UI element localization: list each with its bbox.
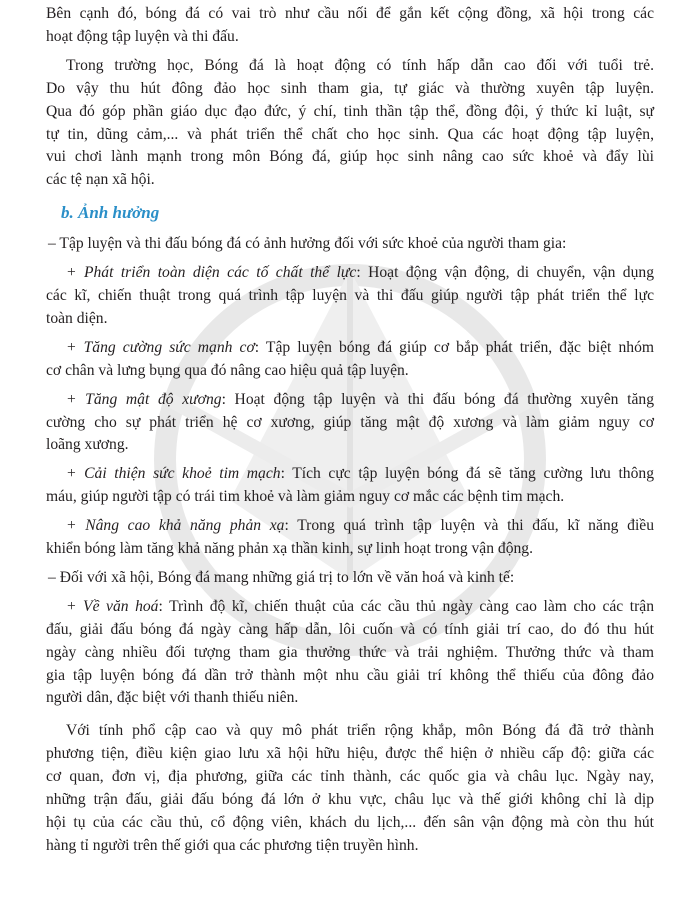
text-line: hội tụ của các cầu thủ, cổ động viên, khách du lịch,... đến sân vận động mà còn thu hút bbox=[46, 814, 654, 831]
item-text: : Hoạt động tập luyện và thi đấu bóng đá thường xuyên tăng bbox=[221, 390, 654, 408]
item-first-line bbox=[46, 463, 654, 486]
health-item bbox=[46, 389, 654, 458]
health-intro bbox=[46, 233, 654, 256]
text-line: tự tin, dũng cảm,... và phát triển thể chất cho học sinh. Qua các hoạt động tập luyện, bbox=[46, 125, 654, 143]
society-intro bbox=[46, 567, 654, 590]
text-line: Qua đó góp phần giáo dục đạo đức, ý chí, tinh thần tập thể, đồng đội, ý thức kỉ luật, sự bbox=[46, 102, 654, 120]
item-term: + Nâng cao khả năng phản xạ bbox=[66, 517, 285, 535]
text-line: các tệ nạn xã hội. bbox=[46, 171, 155, 189]
text-line: cơ chân và lưng bụng qua đó nâng cao hiệu quả tập luyện. bbox=[46, 361, 409, 379]
item-term: + Phát triển toàn diện các tố chất thể lực bbox=[66, 264, 357, 282]
text-line: Trong trường học, Bóng đá là hoạt động có tính hấp dẫn cao đối với tuổi trẻ. bbox=[66, 56, 654, 74]
text-line: khiển bóng làm tăng khả năng phản xạ thần kinh, sự linh hoạt trong vận động. bbox=[46, 540, 534, 558]
text-line: người dân, đặc biệt với thanh thiếu niên. bbox=[46, 689, 299, 707]
society-item-culture bbox=[46, 596, 654, 711]
text-line: phương tiện, điều kiện giao lưu xã hội hữu hiệu, được thể hiện ở nhiều cấp độ: giữa các bbox=[46, 745, 654, 763]
item-term: + Tăng mật độ xương bbox=[66, 390, 222, 408]
text-line: – Đối với xã hội, Bóng đá mang những giá trị to lớn về văn hoá và kinh tế: bbox=[48, 568, 515, 586]
health-item bbox=[46, 463, 654, 509]
text-line: hoạt động tập luyện và thi đấu. bbox=[46, 27, 239, 45]
paragraph-school bbox=[46, 55, 654, 192]
item-first-line bbox=[46, 596, 654, 619]
text-line: hàng tỉ người trên thế giới qua các phương tiện truyền hình. bbox=[46, 836, 419, 854]
text-line: cơ quan, đơn vị, địa phương, giữa các tỉnh thành, các quốc gia và châu lục. Ngày nay, bbox=[46, 768, 654, 786]
text-line: những trận đấu, giải đấu bóng đá lớn ở khu vực, châu lục và thế giới không chỉ là dịp bbox=[46, 791, 654, 809]
text-line: các kĩ, chiến thuật trong quá trình tập luyện và thi đấu giúp người tập phát triển thể lực bbox=[46, 286, 654, 304]
text-line: ngày càng nhiều đối tượng tham gia thưởng thức và trải nghiệm. Thưởng thức và tham bbox=[46, 643, 654, 661]
health-item bbox=[46, 262, 654, 331]
text-line: vui chơi lành mạnh trong môn Bóng đá, giúp học sinh nâng cao sức khoẻ và đẩy lùi bbox=[46, 148, 654, 166]
text-line: cường cho sự phát triển hệ cơ xương, giúp tăng mật độ xương và làm giảm nguy cơ bbox=[46, 413, 654, 431]
item-first-line bbox=[46, 389, 654, 412]
item-term: + Cải thiện sức khoẻ tim mạch bbox=[66, 465, 281, 483]
text-line: toàn diện. bbox=[46, 309, 108, 327]
item-text: : Tập luyện bóng đá giúp cơ bắp phát triển, đặc biệt nhóm bbox=[254, 338, 654, 356]
health-item bbox=[46, 337, 654, 383]
item-first-line bbox=[46, 515, 654, 538]
item-text: : Trình độ kĩ, chiến thuật của các cầu thủ ngày càng cao làm cho các trận bbox=[158, 597, 654, 615]
paragraph-closing bbox=[46, 720, 654, 857]
text-line: máu, giúp người tập có trái tim khoẻ và làm giảm nguy cơ mắc các bệnh tim mạch. bbox=[46, 488, 565, 506]
item-text: : Trong quá trình tập luyện và thi đấu, kĩ năng điều bbox=[284, 517, 654, 535]
text-line: Do vậy thu hút đông đảo học sinh tham gia, tự giác và thường xuyên tập luyện. bbox=[46, 79, 654, 97]
text-line: – Tập luyện và thi đấu bóng đá có ảnh hưởng đối với sức khoẻ của người tham gia: bbox=[48, 235, 567, 253]
paragraph-community bbox=[46, 3, 654, 49]
item-first-line bbox=[46, 337, 654, 360]
item-first-line bbox=[46, 262, 654, 285]
item-text: : Tích cực tập luyện bóng đá sẽ tăng cường lưu thông bbox=[280, 465, 654, 483]
health-item bbox=[46, 515, 654, 561]
item-text: : Hoạt động vận động, di chuyển, vận dụng bbox=[356, 264, 654, 282]
section-heading: b. Ảnh hưởng bbox=[61, 203, 160, 223]
item-term: + Tăng cường sức mạnh cơ bbox=[66, 338, 255, 356]
document-page bbox=[46, 3, 654, 864]
text-line: Với tính phổ cập cao và quy mô phát triển rộng khắp, môn Bóng đá đã trở thành bbox=[66, 722, 654, 740]
text-line: gia tập luyện bóng đá dần trở thành một nhu cầu giải trí không thể thiếu của đông đảo bbox=[46, 666, 654, 684]
text-line: Bên cạnh đó, bóng đá có vai trò như cầu nối để gắn kết cộng đồng, xã hội trong các bbox=[46, 5, 654, 22]
text-line: loãng xương. bbox=[46, 436, 129, 454]
item-term: + Về văn hoá bbox=[66, 597, 159, 615]
text-line: đấu, giải đấu bóng đá ngày càng hấp dẫn, lôi cuốn và có tính giải trí cao, do đó thu hút bbox=[46, 620, 654, 638]
